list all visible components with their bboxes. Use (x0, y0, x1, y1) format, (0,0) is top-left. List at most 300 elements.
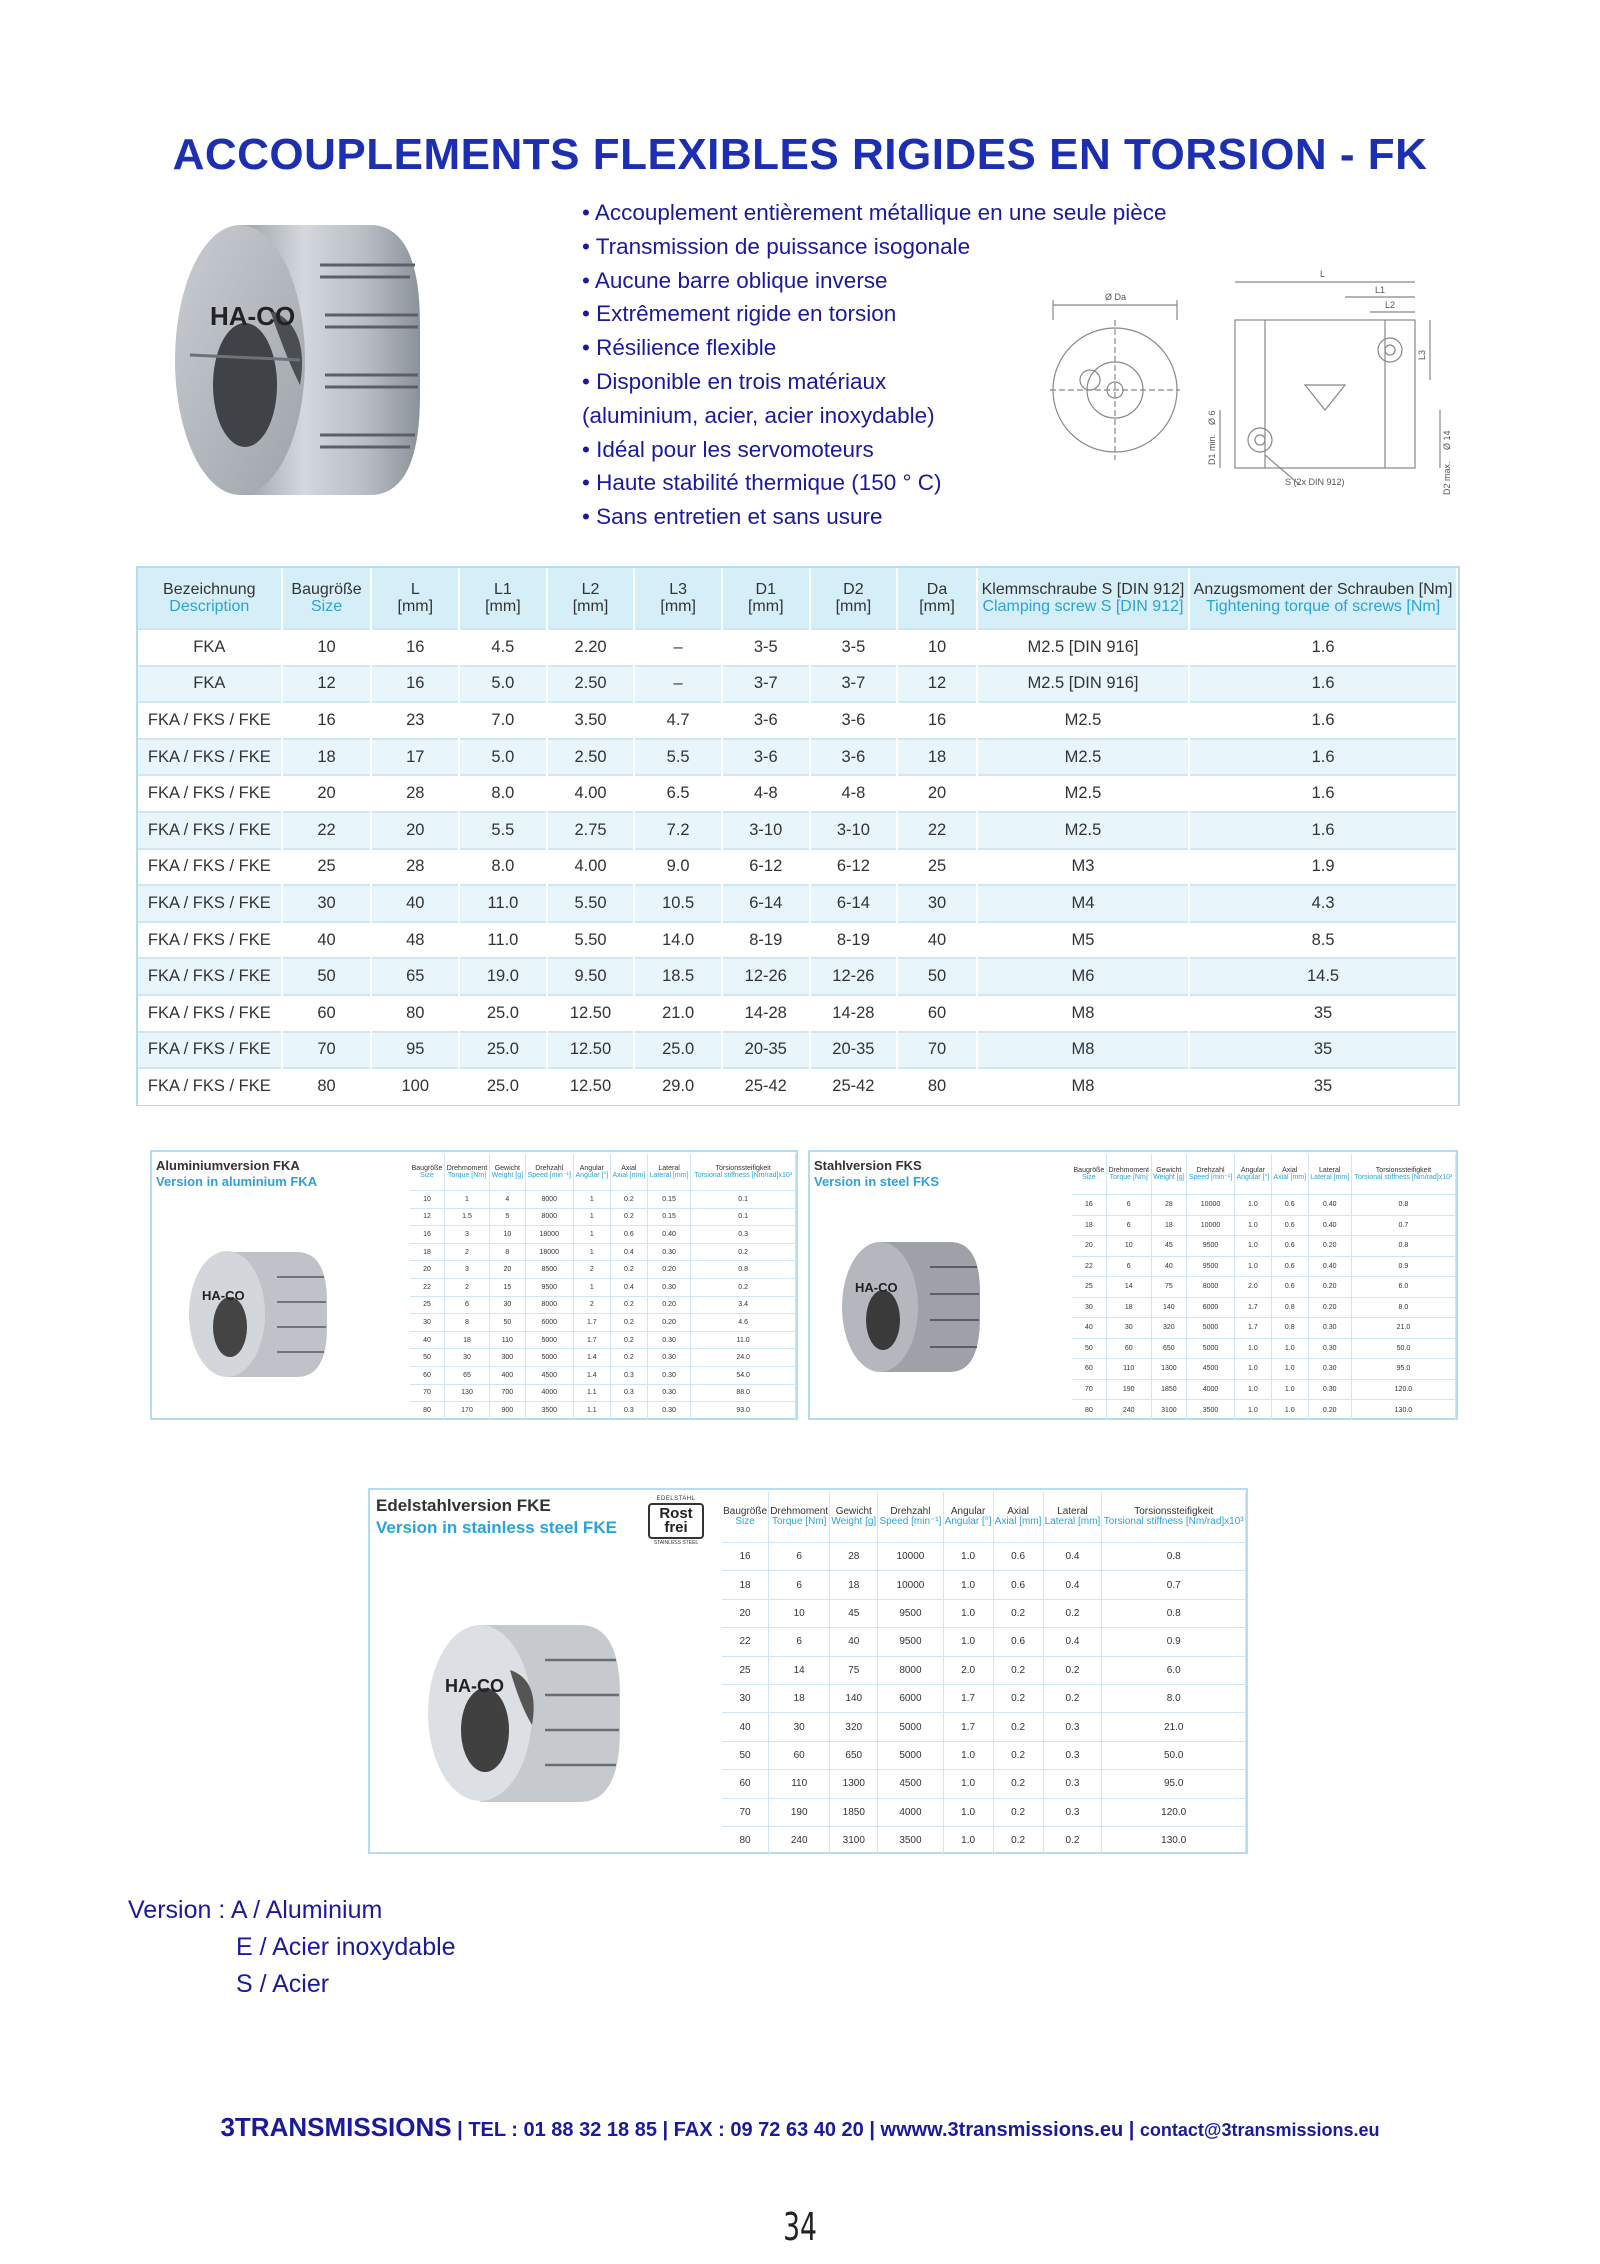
table-cell: 0.30 (647, 1402, 690, 1420)
table-cell: 0.4 (1043, 1571, 1102, 1599)
table-cell: 22 (410, 1278, 444, 1296)
table-cell: 30 (410, 1314, 444, 1332)
table-cell: 3100 (1151, 1400, 1186, 1421)
table-cell: 5.5 (634, 739, 722, 776)
table-cell: 1.0 (943, 1599, 993, 1627)
column-header-en: Size (310, 598, 343, 615)
column-header (691, 1154, 796, 1191)
coupling-product-image (170, 205, 430, 505)
table-cell: 3-10 (722, 812, 810, 849)
table-cell: 11.0 (691, 1331, 796, 1349)
table-row (1072, 1338, 1456, 1359)
table-cell: 1.6 (1189, 775, 1457, 812)
table-cell: 6-12 (810, 849, 898, 886)
table-cell: 14-28 (722, 995, 810, 1032)
table-cell: 30 (769, 1713, 830, 1741)
table-cell: 75 (830, 1656, 878, 1684)
table-row (138, 812, 1457, 849)
table-cell: 18 (1151, 1215, 1186, 1236)
feature-item: • Transmission de puissance isogonale (582, 233, 971, 259)
table-cell: 0.40 (1308, 1195, 1351, 1216)
table-cell: 6 (769, 1543, 830, 1571)
table-row (138, 1032, 1457, 1069)
table-cell: 5.0 (459, 739, 547, 776)
table-header-row (138, 568, 1457, 629)
table-row (722, 1628, 1246, 1656)
table-cell: M4 (977, 885, 1189, 922)
table-cell: 12.50 (547, 995, 635, 1032)
table-cell: 0.8 (1271, 1318, 1308, 1339)
column-header (1106, 1154, 1151, 1195)
table-cell: 2 (573, 1261, 610, 1279)
table-cell: 50 (1072, 1338, 1106, 1359)
column-header-en: Weight [g] (831, 1516, 877, 1527)
column-header-en: Angular [°] (575, 1172, 609, 1179)
table-cell: 9500 (1187, 1256, 1235, 1277)
column-header-en: Size (735, 1516, 755, 1527)
table-cell: 0.2 (610, 1191, 647, 1209)
table-cell: 70 (1072, 1379, 1106, 1400)
column-header-en: Axial [mm] (612, 1172, 646, 1179)
table-cell: 40 (371, 885, 459, 922)
table-row (410, 1349, 796, 1367)
table-cell: 4.00 (547, 775, 635, 812)
table-cell: 30 (722, 1684, 769, 1712)
table-cell: 60 (897, 995, 977, 1032)
table-cell: 8.0 (1351, 1297, 1455, 1318)
table-cell: 900 (490, 1402, 526, 1420)
table-cell: 40 (830, 1628, 878, 1656)
table-cell: 50 (410, 1349, 444, 1367)
column-header (722, 1492, 769, 1543)
table-cell: 3-7 (722, 666, 810, 703)
table-cell: 0.2 (993, 1741, 1043, 1769)
table-cell: 65 (444, 1366, 489, 1384)
column-header-en: Torque [Nm] (1109, 1174, 1148, 1181)
table-cell: 400 (490, 1366, 526, 1384)
table-row (138, 739, 1457, 776)
column-header-en: Torque [Nm] (771, 1516, 827, 1527)
table-cell: 2.50 (547, 666, 635, 703)
table-cell: 1 (573, 1278, 610, 1296)
table-cell: 25 (722, 1656, 769, 1684)
table-cell: 18 (410, 1243, 444, 1261)
column-header-de: Axial (621, 1164, 637, 1172)
column-header (444, 1154, 489, 1191)
column-header-en: Axial [mm] (1273, 1174, 1307, 1181)
fka-coupling-image (182, 1242, 332, 1382)
column-header-de: Angular (950, 1505, 986, 1517)
table-row (1072, 1379, 1456, 1400)
table-cell: 8 (444, 1314, 489, 1332)
fke-title-de: Edelstahlversion FKE (376, 1496, 551, 1515)
column-header-en: Angular [°] (1236, 1174, 1270, 1181)
table-cell: 1.1 (573, 1384, 610, 1402)
fka-title-de: Aluminiumversion FKA (156, 1158, 300, 1173)
column-header-en: Size (1082, 1174, 1096, 1181)
table-cell: 14 (769, 1656, 830, 1684)
table-cell: 35 (1189, 995, 1457, 1032)
table-cell: 170 (444, 1402, 489, 1420)
table-cell: 1.0 (1271, 1359, 1308, 1380)
table-cell: 50.0 (1102, 1741, 1246, 1769)
column-header-en: [mm] (660, 598, 696, 615)
table-cell: 12-26 (722, 958, 810, 995)
table-cell: 0.7 (1351, 1215, 1455, 1236)
table-cell: – (634, 629, 722, 666)
table-cell: 0.4 (610, 1278, 647, 1296)
table-cell: 22 (897, 812, 977, 849)
column-header (610, 1154, 647, 1191)
table-cell: 8000 (878, 1656, 943, 1684)
feature-item: • Aucune barre oblique inverse (582, 267, 888, 293)
table-cell: 4 (490, 1191, 526, 1209)
table-cell: 16 (371, 629, 459, 666)
column-header-en: [mm] (835, 598, 872, 615)
feature-item: • Idéal pour les servomoteurs (582, 436, 874, 462)
table-cell: 0.15 (647, 1208, 690, 1226)
fks-table (1072, 1154, 1456, 1420)
dimensions-table (136, 566, 1460, 1106)
table-cell: 4500 (525, 1366, 573, 1384)
table-cell: 18 (769, 1684, 830, 1712)
table-cell: 0.20 (647, 1314, 690, 1332)
table-cell: 3100 (830, 1826, 878, 1854)
fks-coupling-image (835, 1232, 985, 1377)
table-cell: 3-6 (810, 702, 898, 739)
table-cell: 1.0 (1271, 1400, 1308, 1421)
table-cell: 0.2 (610, 1349, 647, 1367)
table-cell: 8000 (525, 1208, 573, 1226)
table-cell: 0.2 (993, 1599, 1043, 1627)
fks-title-en: Version in steel FKS (814, 1174, 939, 1189)
table-cell: 25 (282, 849, 372, 886)
table-cell: 21.0 (1351, 1318, 1455, 1339)
table-cell: 8-19 (722, 922, 810, 959)
table-cell: 9500 (525, 1278, 573, 1296)
column-header (1234, 1154, 1271, 1195)
table-cell: 40 (282, 922, 372, 959)
table-cell: M2.5 (977, 812, 1189, 849)
table-cell: 4.6 (691, 1314, 796, 1332)
table-cell: M5 (977, 922, 1189, 959)
table-cell: 20 (371, 812, 459, 849)
table-cell: 1.9 (1189, 849, 1457, 886)
svg-text:HA-CO: HA-CO (202, 1288, 245, 1303)
table-row (1072, 1359, 1456, 1380)
fke-panel (368, 1488, 1248, 1854)
table-cell: 3-6 (810, 739, 898, 776)
table-cell: 80 (897, 1068, 977, 1105)
table-cell: 9.0 (634, 849, 722, 886)
table-cell: 10.5 (634, 885, 722, 922)
column-header-en: Clamping screw S [DIN 912] (982, 598, 1184, 615)
table-cell: 25 (1072, 1277, 1106, 1298)
table-row (138, 958, 1457, 995)
table-cell: 23 (371, 702, 459, 739)
table-cell: 0.6 (993, 1628, 1043, 1656)
table-row (138, 702, 1457, 739)
table-cell: 4500 (1187, 1359, 1235, 1380)
fka-panel (150, 1150, 798, 1420)
table-cell: M3 (977, 849, 1189, 886)
table-cell: 3-7 (810, 666, 898, 703)
column-header (722, 568, 810, 629)
feature-item: • Haute stabilité thermique (150 ° C) (582, 470, 942, 496)
table-cell: 29.0 (634, 1068, 722, 1105)
table-cell: 140 (1151, 1297, 1186, 1318)
table-cell: 18 (897, 739, 977, 776)
table-cell: 240 (769, 1826, 830, 1854)
table-cell: 130 (444, 1384, 489, 1402)
footer-website-link[interactable]: wwww.3transmissions.eu (880, 2119, 1124, 2141)
table-cell: 0.3 (1043, 1741, 1102, 1769)
table-cell: 30 (897, 885, 977, 922)
fke-table (722, 1492, 1246, 1855)
table-cell: 0.20 (1308, 1236, 1351, 1257)
svg-text:L3: L3 (1417, 349, 1427, 360)
table-cell: 3-6 (722, 739, 810, 776)
table-cell: 1.7 (1234, 1297, 1271, 1318)
feature-item: (aluminium, acier, acier inoxydable) (582, 402, 935, 428)
table-cell: 1.6 (1189, 629, 1457, 666)
table-cell: 50.0 (1351, 1338, 1455, 1359)
table-cell: 7.0 (459, 702, 547, 739)
table-cell: 30 (444, 1349, 489, 1367)
table-cell: FKA / FKS / FKE (138, 812, 282, 849)
svg-text:S (2x DIN 912): S (2x DIN 912) (1285, 477, 1345, 487)
svg-text:L2: L2 (1385, 300, 1396, 310)
table-header-row (722, 1492, 1246, 1543)
table-cell: 9500 (878, 1628, 943, 1656)
table-cell: 0.3 (691, 1226, 796, 1244)
table-cell: 0.30 (647, 1384, 690, 1402)
table-cell: 8 (490, 1243, 526, 1261)
version-line-stainless: E / Acier inoxydable (236, 1933, 456, 1961)
table-cell: 0.9 (1351, 1256, 1455, 1277)
table-cell: 700 (490, 1384, 526, 1402)
table-cell: FKA / FKS / FKE (138, 958, 282, 995)
table-row (722, 1543, 1246, 1571)
table-header-row (1072, 1154, 1456, 1195)
table-cell: FKA / FKS / FKE (138, 1032, 282, 1069)
table-cell: 0.8 (1271, 1297, 1308, 1318)
table-cell: 30 (1072, 1297, 1106, 1318)
table-cell: 120.0 (1351, 1379, 1455, 1400)
table-cell: 0.2 (691, 1278, 796, 1296)
table-cell: 16 (282, 702, 372, 739)
table-cell: 30 (1106, 1318, 1151, 1339)
table-cell: 0.6 (1271, 1277, 1308, 1298)
table-cell: 650 (830, 1741, 878, 1769)
table-cell: 14.0 (634, 922, 722, 959)
table-cell: 1.0 (943, 1543, 993, 1571)
column-header-de: Torsionssteifigkeit (1375, 1166, 1432, 1174)
table-cell: 5000 (525, 1349, 573, 1367)
column-header (410, 1154, 444, 1191)
table-cell: 0.2 (1043, 1826, 1102, 1854)
table-cell: 1.0 (1271, 1338, 1308, 1359)
footer-email-link[interactable]: contact@3transmissions.eu (1139, 2120, 1380, 2140)
column-header-de: Baugröße (1073, 1166, 1105, 1174)
table-cell: FKA / FKS / FKE (138, 702, 282, 739)
table-cell: 10 (769, 1599, 830, 1627)
table-cell: 5000 (1187, 1338, 1235, 1359)
table-cell: FKA / FKS / FKE (138, 995, 282, 1032)
table-cell: 2 (444, 1278, 489, 1296)
column-header (1187, 1154, 1235, 1195)
table-cell: 18 (444, 1331, 489, 1349)
table-cell: 0.8 (1351, 1236, 1455, 1257)
table-cell: 22 (1072, 1256, 1106, 1277)
table-cell: 0.2 (993, 1684, 1043, 1712)
column-header-en: Description (169, 598, 250, 615)
column-header-de: D1 (755, 581, 776, 598)
table-cell: 1.0 (1234, 1400, 1271, 1421)
table-cell: 4500 (878, 1770, 943, 1798)
table-cell: 1850 (830, 1798, 878, 1826)
table-cell: 95.0 (1351, 1359, 1455, 1380)
table-row (138, 885, 1457, 922)
table-cell: 1.0 (1234, 1215, 1271, 1236)
table-row (722, 1684, 1246, 1712)
table-cell: 30 (282, 885, 372, 922)
table-cell: 4.7 (634, 702, 722, 739)
table-cell: 40 (1151, 1256, 1186, 1277)
table-cell: 12 (897, 666, 977, 703)
column-header-de: L1 (493, 581, 512, 598)
table-cell: 4.5 (459, 629, 547, 666)
table-cell: 0.3 (610, 1402, 647, 1420)
table-cell: 1300 (830, 1770, 878, 1798)
table-cell: 0.2 (993, 1798, 1043, 1826)
table-cell: 1.7 (573, 1331, 610, 1349)
table-cell: 6 (769, 1571, 830, 1599)
table-cell: 1.0 (1234, 1256, 1271, 1277)
feature-item: • Accouplement entièrement métallique en une seule pièce (582, 200, 1167, 225)
table-cell: 18 (1106, 1297, 1151, 1318)
table-cell: 80 (722, 1826, 769, 1854)
table-cell: 25-42 (810, 1068, 898, 1105)
table-cell: 95 (371, 1032, 459, 1069)
table-cell: FKA / FKS / FKE (138, 885, 282, 922)
table-cell: 60 (410, 1366, 444, 1384)
table-row (138, 922, 1457, 959)
table-cell: 20 (282, 775, 372, 812)
table-cell: 0.1 (691, 1191, 796, 1209)
fka-title-en: Version in aluminium FKA (156, 1174, 318, 1189)
table-cell: 2.0 (943, 1656, 993, 1684)
table-cell: 45 (830, 1599, 878, 1627)
table-cell: 12-26 (810, 958, 898, 995)
column-header-de: Drehzahl (535, 1164, 564, 1172)
table-cell: 0.15 (647, 1191, 690, 1209)
table-cell: 8-19 (810, 922, 898, 959)
table-cell: 6 (1106, 1215, 1151, 1236)
column-header (1151, 1154, 1186, 1195)
table-cell: 320 (830, 1713, 878, 1741)
table-row (1072, 1256, 1456, 1277)
table-cell: 80 (1072, 1400, 1106, 1421)
table-cell: 22 (722, 1628, 769, 1656)
table-cell: 1.7 (943, 1684, 993, 1712)
table-cell: 19.0 (459, 958, 547, 995)
table-cell: 190 (769, 1798, 830, 1826)
table-cell: 60 (1072, 1359, 1106, 1380)
feature-item: • Extrêmement rigide en torsion (582, 301, 897, 327)
table-cell: 80 (410, 1402, 444, 1420)
fks-panel (808, 1150, 1458, 1420)
column-header-de: Gewicht (1156, 1166, 1182, 1174)
table-cell: 70 (282, 1032, 372, 1069)
table-cell: 18.5 (634, 958, 722, 995)
column-header (1102, 1492, 1246, 1543)
column-header-de: Torsionssteifigkeit (1134, 1505, 1214, 1517)
table-cell: 6000 (1187, 1297, 1235, 1318)
table-cell: 1.0 (1234, 1379, 1271, 1400)
column-header-en: [mm] (747, 598, 784, 615)
column-header-en: Torsional stiffness [Nm/rad]x10³ (1354, 1174, 1453, 1181)
column-header-de: Bezeichnung (163, 581, 256, 598)
column-header-en: Weight [g] (491, 1172, 524, 1179)
column-header (490, 1154, 526, 1191)
table-cell: 15 (490, 1278, 526, 1296)
table-cell: 28 (1151, 1195, 1186, 1216)
table-cell: 2 (573, 1296, 610, 1314)
table-cell: 0.30 (1308, 1318, 1351, 1339)
version-line-aluminium: Version : A / Aluminium (128, 1896, 383, 1924)
column-header-de: Drehzahl (890, 1505, 931, 1517)
table-row (722, 1599, 1246, 1627)
table-cell: 100 (371, 1068, 459, 1105)
column-header (547, 568, 635, 629)
column-header-de: L2 (581, 581, 600, 598)
table-cell: 140 (830, 1684, 878, 1712)
column-header-de: Da (926, 581, 948, 598)
table-row (722, 1826, 1246, 1854)
column-header-de: L (410, 581, 420, 598)
technical-drawing (1040, 260, 1460, 500)
column-header-en: Speed [min⁻¹] (879, 1516, 942, 1527)
table-cell: 4000 (525, 1384, 573, 1402)
table-cell: 6-14 (810, 885, 898, 922)
table-cell: 8.0 (459, 775, 547, 812)
column-header (282, 568, 372, 629)
column-header (769, 1492, 830, 1543)
table-cell: 1.5 (444, 1208, 489, 1226)
table-cell: 8000 (525, 1191, 573, 1209)
table-cell: FKA / FKS / FKE (138, 922, 282, 959)
table-cell: 1.0 (1234, 1236, 1271, 1257)
table-cell: 70 (410, 1384, 444, 1402)
table-cell: 5.5 (459, 812, 547, 849)
table-cell: 0.2 (993, 1713, 1043, 1741)
column-header (1072, 1154, 1106, 1195)
table-cell: 1300 (1151, 1359, 1186, 1380)
table-row (410, 1191, 796, 1209)
table-cell: 25-42 (722, 1068, 810, 1105)
table-cell: 40 (410, 1331, 444, 1349)
table-cell: 5.50 (547, 885, 635, 922)
table-cell: 4000 (1187, 1379, 1235, 1400)
table-cell: 9.50 (547, 958, 635, 995)
page-title: ACCOUPLEMENTS FLEXIBLES RIGIDES EN TORSION - FK (172, 130, 1428, 179)
svg-text:HA-CO: HA-CO (210, 301, 296, 331)
column-header (1308, 1154, 1351, 1195)
column-header (371, 568, 459, 629)
table-cell: 0.3 (610, 1366, 647, 1384)
table-cell: 80 (282, 1068, 372, 1105)
